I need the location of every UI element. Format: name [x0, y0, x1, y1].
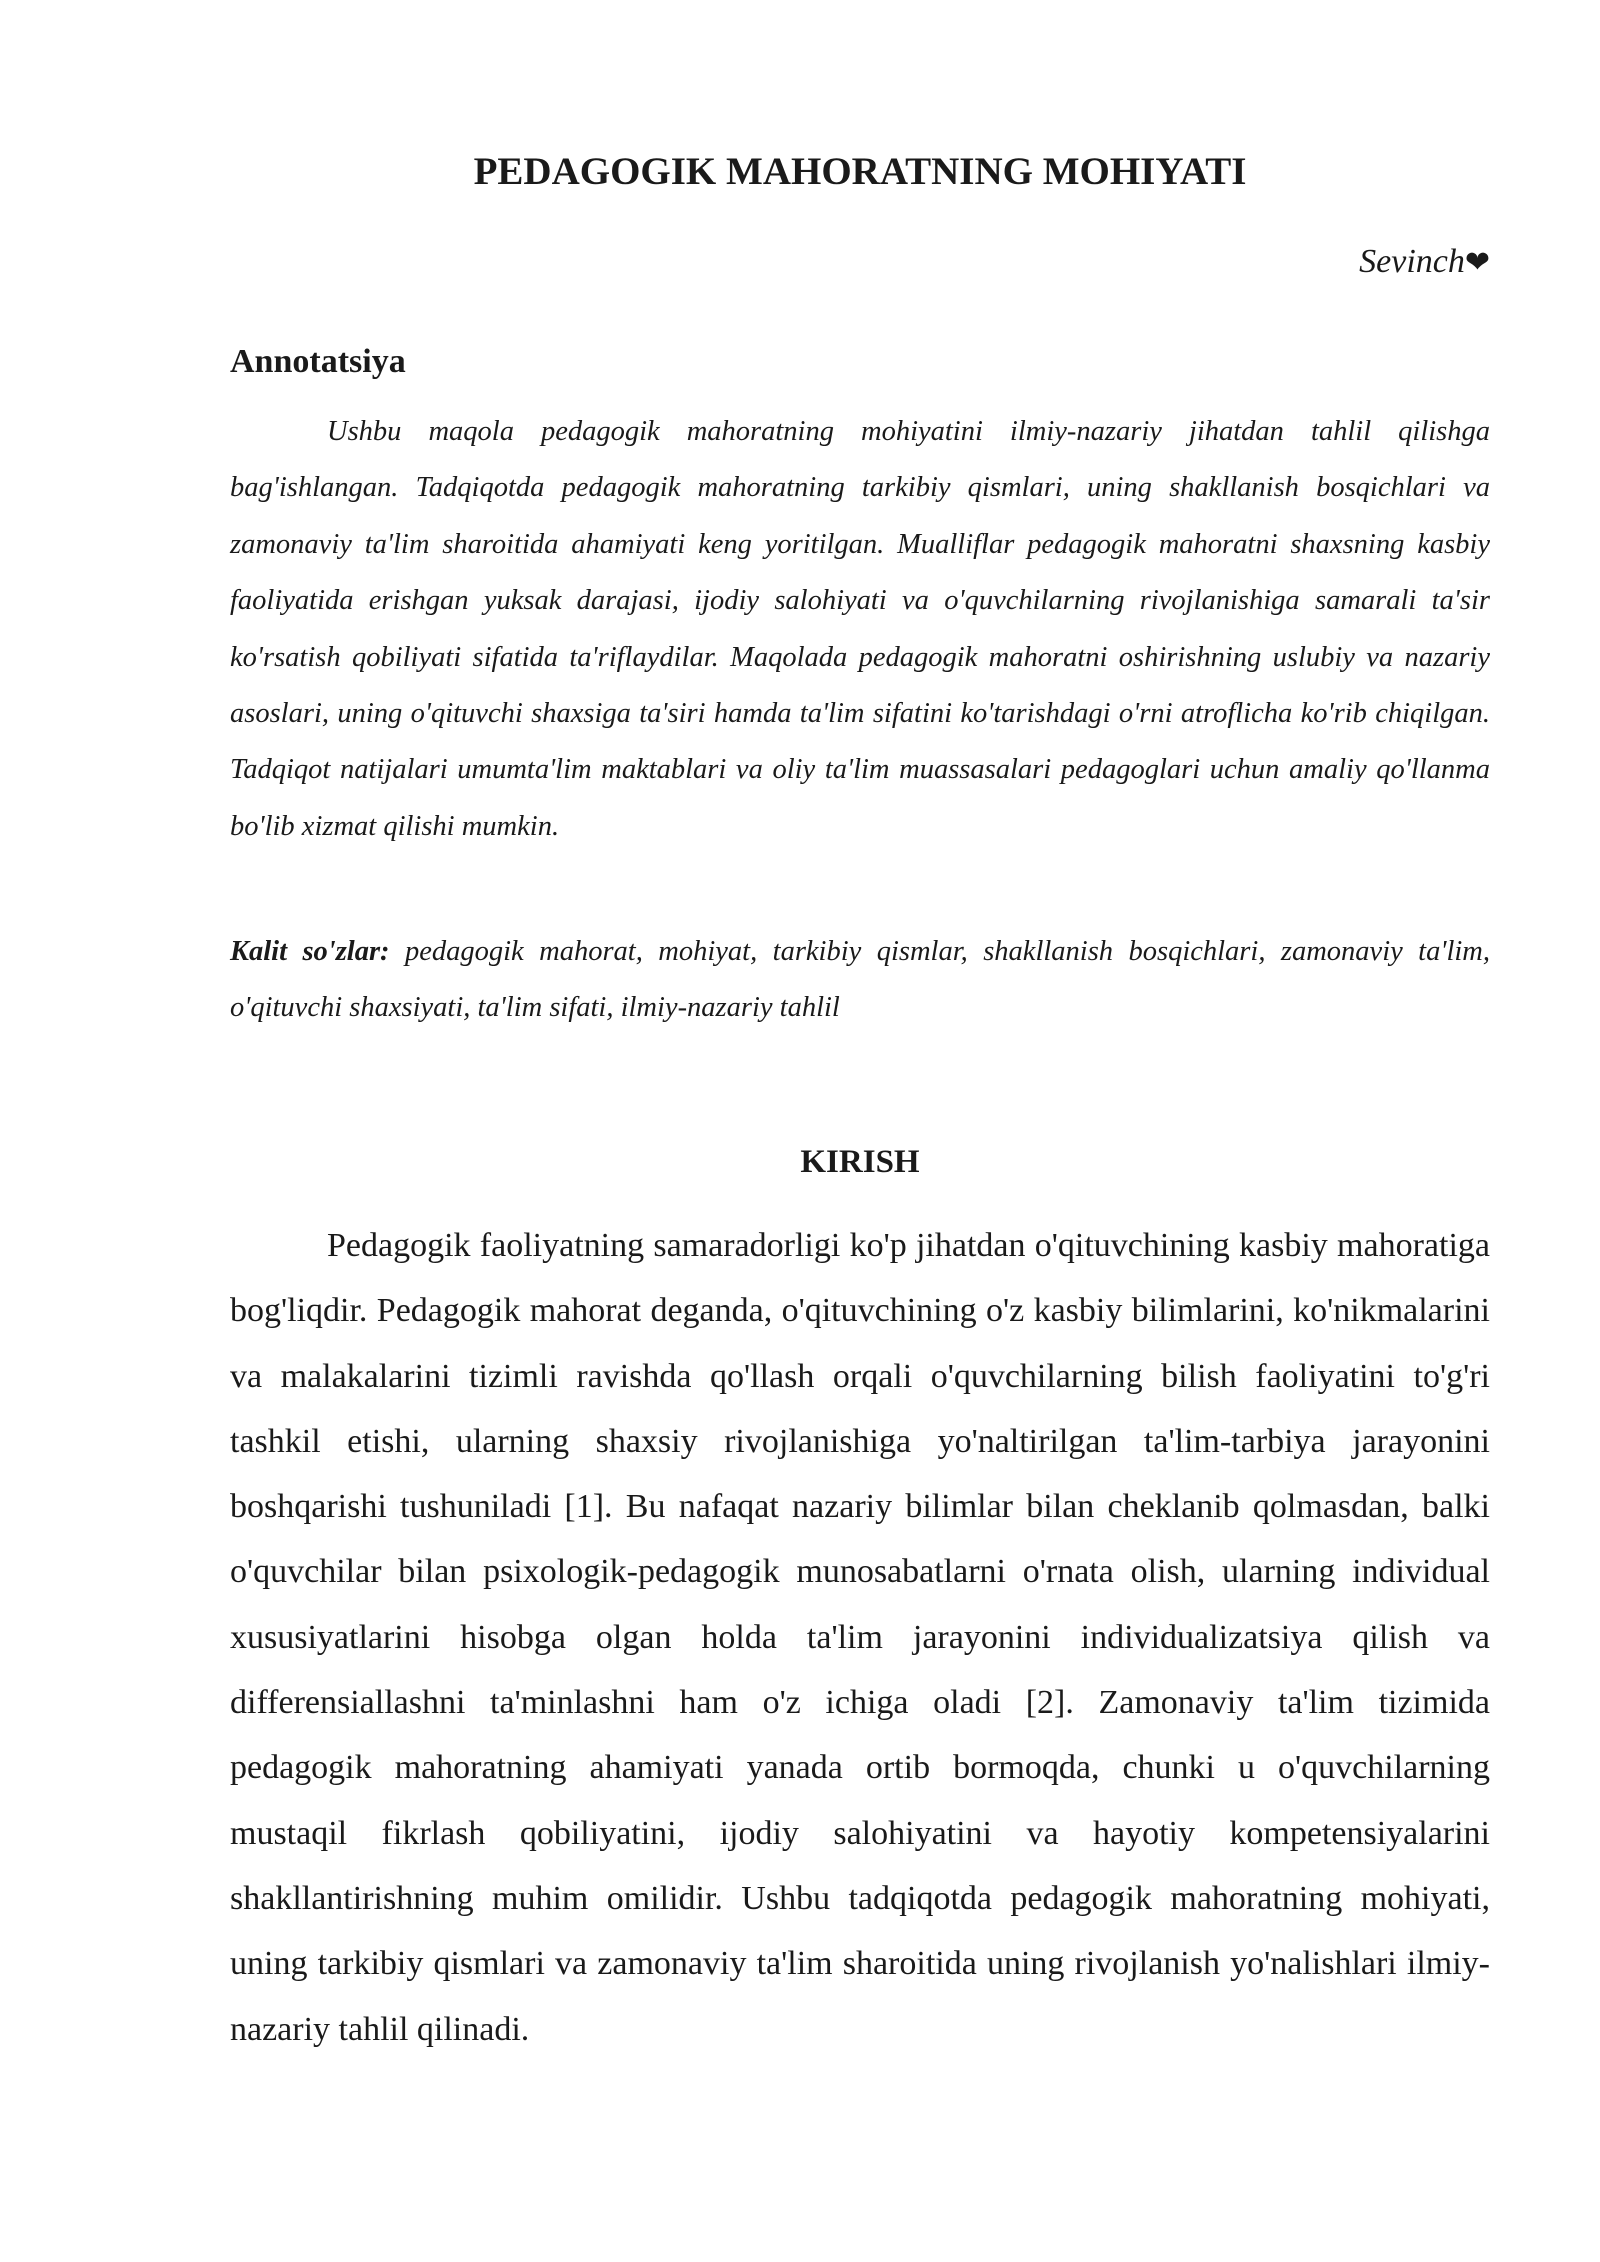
- keywords-text: pedagogik mahorat, mohiyat, tarkibiy qismlar, shakllanish bosqichlari, zamonaviy ta'lim, o'qituvchi shaxsiyati, ta'lim sifati, ilmiy-nazariy tahlil: [230, 936, 1490, 1023]
- section-heading-introduction: KIRISH: [800, 1144, 920, 1180]
- keywords-paragraph: [230, 924, 1490, 1036]
- author-line: [1359, 240, 1490, 285]
- author-name: Sevinch: [1359, 243, 1465, 280]
- heart-icon: ❤: [1464, 245, 1490, 280]
- keywords-label: Kalit so'zlar:: [230, 936, 390, 967]
- annotation-heading: Annotatsiya: [230, 343, 406, 380]
- paper-title: PEDAGOGIK MAHORATNING MOHIYATI: [473, 150, 1247, 193]
- introduction-text: Pedagogik faoliyatning samaradorligi ko'p jihatdan o'qituvchining kasbiy mahoratiga bog'liqdir. Pedagogik mahorat deganda, o'qituvchining o'z kasbiy bilimlarini, ko'nikmalarini va malakalarini tizimli ravishda qo'llash orqali o'quvchilarning bilish faoliyatini to'g'ri tashkil etishi, ularning shaxsiy rivojlanishiga yo'naltirilgan ta'lim-tarbiya jarayonini boshqarishi tushuniladi [1]. Bu nafaqat nazariy bilimlar bilan cheklanib qolmasdan, balki o'quvchilar bilan psixologik-pedagogik munosabatlarni o'rnata olish, ularning individual xususiyatlarini hisobga olgan holda ta'lim jarayonini individualizatsiya qilish va differensiallashni ta'minlashni ham o'z ichiga oladi [2]. Zamonaviy ta'lim tizimida pedagogik mahoratning ahamiyati yanada ortib bormoqda, chunki u o'quvchilarning mustaqil fikrlash qobiliyatini, ijodiy salohiyatini va hayotiy kompetensiyalarini shakllantirishning muhim omilidir. Ushbu tadqiqotda pedagogik mahoratning mohiyati, uning tarkibiy qismlari va zamonaviy ta'lim sharoitida uning rivojlanish yo'nalishlari ilmiy-nazariy tahlil qilinadi.: [230, 1227, 1490, 2048]
- annotation-text: Ushbu maqola pedagogik mahoratning mohiyatini ilmiy-nazariy jihatdan tahlil qilishga bag'ishlangan. Tadqiqotda pedagogik mahoratning tarkibiy qismlari, uning shakllanish bosqichlari va zamonaviy ta'lim sharoitida ahamiyati keng yoritilgan. Mualliflar pedagogik mahoratni shaxsning kasbiy faoliyatida erishgan yuksak darajasi, ijodiy salohiyati va o'quvchilarning rivojlanishiga samarali ta'sir ko'rsatish qobiliyati sifatida ta'riflaydilar. Maqolada pedagogik mahoratni oshirishning uslubiy va nazariy asoslari, uning o'qituvchi shaxsiga ta'siri hamda ta'lim sifatini ko'tarishdagi o'rni atroflicha ko'rib chiqilgan. Tadqiqot natijalari umumta'lim maktablari va oliy ta'lim muassasalari pedagoglari uchun amaliy qo'llanma bo'lib xizmat qilishi mumkin.: [230, 416, 1490, 842]
